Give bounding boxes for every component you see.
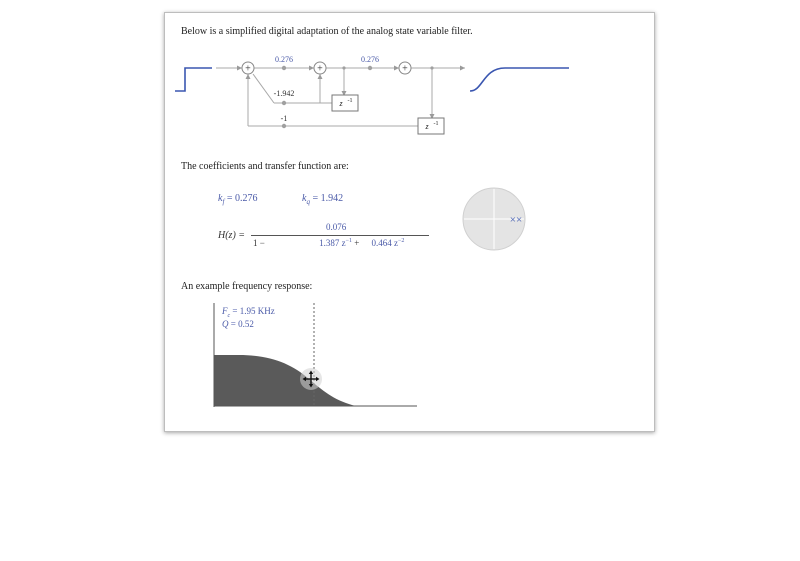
delay-2-base: z — [425, 122, 429, 131]
adder-3 — [399, 62, 411, 75]
delay-block-2 — [418, 118, 444, 134]
den-term1 — [319, 238, 352, 248]
input-step-signal — [175, 68, 212, 91]
gain-outer-label: -1 — [280, 114, 288, 123]
den-term2-exp: −2 — [398, 238, 405, 244]
delay-1-exp: -1 — [347, 98, 353, 104]
adder-1 — [242, 62, 254, 75]
gain-top-right-label: 0.276 — [361, 55, 379, 64]
den-term1-exp: −1 — [345, 238, 352, 244]
fc-subscript: c — [227, 312, 231, 319]
den-plus: + — [351, 238, 362, 248]
q-factor-label — [222, 319, 254, 329]
adder-2 — [314, 62, 326, 75]
kq-coefficient — [302, 193, 343, 206]
kq-symbol: k — [302, 193, 307, 204]
cutoff-frequency-label — [222, 306, 275, 319]
delay-1-base: z — [339, 99, 343, 108]
transfer-numerator: 0.076 — [326, 222, 347, 232]
q-symbol: Q — [222, 319, 229, 329]
fc-symbol: F — [222, 306, 228, 316]
pole-zero-plot — [462, 187, 526, 251]
kq-subscript: q — [306, 198, 310, 206]
transfer-denominator — [253, 238, 404, 248]
kf-value: = 0.276 — [224, 193, 258, 204]
content-panel — [164, 12, 655, 432]
response-area — [214, 355, 356, 406]
den-term1-value: 1.387 z — [319, 238, 346, 248]
adder-3-symbol: + — [402, 63, 408, 75]
gain-feedback-label: -1.942 — [273, 89, 295, 98]
den-term2 — [372, 238, 405, 248]
adder-1-symbol: + — [245, 63, 251, 75]
den-one: 1 − — [253, 238, 265, 248]
delay-2-exp: -1 — [433, 121, 439, 127]
transfer-function-lhs: H(z) = — [218, 230, 246, 241]
q-value: = 0.52 — [228, 319, 254, 329]
coefficients-text: The coefficients and transfer function are: — [181, 161, 349, 172]
den-term2-value: 0.464 z — [371, 238, 399, 248]
fraction-bar — [251, 235, 429, 236]
pole-markers: ×× — [509, 214, 523, 226]
kf-subscript: f — [222, 198, 225, 206]
kf-coefficient — [218, 193, 258, 206]
output-step-signal — [470, 68, 569, 91]
kq-value: = 1.942 — [309, 193, 344, 204]
move-cursor-icon[interactable] — [300, 368, 322, 390]
delay-block-1 — [332, 95, 358, 111]
filter-block-diagram — [165, 13, 654, 143]
kf-symbol: k — [218, 193, 223, 204]
adder-2-symbol: + — [317, 63, 323, 75]
fc-value: = 1.95 KHz — [230, 306, 275, 316]
intro-text: Below is a simplified digital adaptation of the analog state variable filter. — [181, 26, 473, 37]
gain-top-left-label: 0.276 — [275, 55, 293, 64]
frequency-text: An example frequency response: — [181, 281, 313, 292]
